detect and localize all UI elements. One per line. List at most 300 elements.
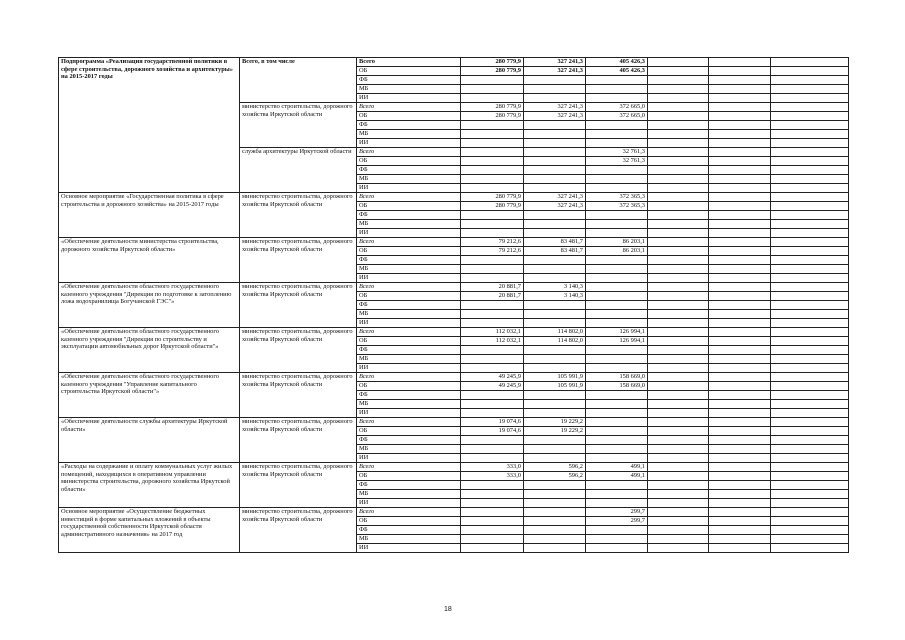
empty-cell bbox=[586, 211, 648, 220]
empty-cell bbox=[586, 265, 648, 274]
empty-cell bbox=[648, 238, 709, 247]
executor-cell: министерство строительства, дорожного хозяйства Иркутской области bbox=[240, 328, 357, 373]
empty-cell bbox=[648, 418, 709, 427]
empty-cell bbox=[771, 166, 849, 175]
total-value-cell bbox=[461, 508, 524, 517]
total-value-cell: 299,7 bbox=[586, 508, 648, 517]
empty-cell bbox=[709, 67, 771, 76]
empty-cell bbox=[524, 220, 586, 229]
empty-cell bbox=[771, 490, 849, 499]
empty-cell bbox=[648, 265, 709, 274]
total-value-cell: 114 802,0 bbox=[524, 328, 586, 337]
empty-cell bbox=[709, 301, 771, 310]
funding-source-cell: ОБ bbox=[357, 517, 461, 526]
funding-source-cell: ИИ bbox=[357, 454, 461, 463]
ob-value-cell: 596,2 bbox=[524, 472, 586, 481]
empty-cell bbox=[709, 121, 771, 130]
funding-source-cell: ОБ bbox=[357, 157, 461, 166]
funding-source-cell: ИИ bbox=[357, 229, 461, 238]
empty-cell bbox=[524, 499, 586, 508]
empty-cell bbox=[586, 139, 648, 148]
ob-value-cell: 114 802,0 bbox=[524, 337, 586, 346]
empty-cell bbox=[648, 67, 709, 76]
empty-cell bbox=[586, 301, 648, 310]
empty-cell bbox=[461, 139, 524, 148]
empty-cell bbox=[586, 256, 648, 265]
ob-value-cell: 405 426,3 bbox=[586, 67, 648, 76]
empty-cell bbox=[586, 319, 648, 328]
total-value-cell: 327 241,3 bbox=[524, 58, 586, 67]
table-row bbox=[59, 193, 849, 202]
funding-source-cell: Всего bbox=[357, 58, 461, 67]
ob-value-cell: 86 203,1 bbox=[586, 247, 648, 256]
empty-cell bbox=[771, 175, 849, 184]
total-value-cell: 105 991,9 bbox=[524, 373, 586, 382]
empty-cell bbox=[648, 319, 709, 328]
empty-cell bbox=[709, 238, 771, 247]
empty-cell bbox=[648, 517, 709, 526]
empty-cell bbox=[771, 130, 849, 139]
empty-cell bbox=[524, 94, 586, 103]
funding-source-cell: МБ bbox=[357, 265, 461, 274]
empty-cell bbox=[648, 535, 709, 544]
empty-cell bbox=[709, 400, 771, 409]
empty-cell bbox=[586, 526, 648, 535]
total-value-cell: 19 074,6 bbox=[461, 418, 524, 427]
table-row bbox=[59, 508, 849, 517]
empty-cell bbox=[771, 193, 849, 202]
empty-cell bbox=[648, 472, 709, 481]
executor-cell: министерство строительства, дорожного хозяйства Иркутской области bbox=[240, 238, 357, 283]
funding-source-cell: МБ bbox=[357, 445, 461, 454]
empty-cell bbox=[524, 310, 586, 319]
empty-cell bbox=[709, 265, 771, 274]
total-value-cell: 280 779,9 bbox=[461, 58, 524, 67]
empty-cell bbox=[709, 364, 771, 373]
executor-cell: министерство строительства, дорожного хозяйства Иркутской области bbox=[240, 508, 357, 553]
empty-cell bbox=[586, 184, 648, 193]
executor-cell: министерство строительства, дорожного хозяйства Иркутской области bbox=[240, 103, 357, 148]
empty-cell bbox=[709, 76, 771, 85]
empty-cell bbox=[771, 445, 849, 454]
empty-cell bbox=[524, 229, 586, 238]
page-number: 18 bbox=[444, 606, 452, 613]
empty-cell bbox=[648, 58, 709, 67]
ob-value-cell: 158 669,0 bbox=[586, 382, 648, 391]
empty-cell bbox=[771, 76, 849, 85]
empty-cell bbox=[771, 301, 849, 310]
funding-source-cell: Всего bbox=[357, 103, 461, 112]
empty-cell bbox=[586, 454, 648, 463]
empty-cell bbox=[648, 274, 709, 283]
ob-value-cell: 499,1 bbox=[586, 472, 648, 481]
ob-value-cell: 299,7 bbox=[586, 517, 648, 526]
empty-cell bbox=[524, 346, 586, 355]
empty-cell bbox=[648, 193, 709, 202]
empty-cell bbox=[771, 463, 849, 472]
empty-cell bbox=[709, 517, 771, 526]
empty-cell bbox=[771, 211, 849, 220]
total-value-cell: 327 241,3 bbox=[524, 193, 586, 202]
empty-cell bbox=[771, 373, 849, 382]
empty-cell bbox=[648, 337, 709, 346]
executor-cell: министерство строительства, дорожного хозяйства Иркутской области bbox=[240, 193, 357, 238]
empty-cell bbox=[586, 175, 648, 184]
empty-cell bbox=[461, 301, 524, 310]
table-row bbox=[59, 238, 849, 247]
empty-cell bbox=[586, 391, 648, 400]
empty-cell bbox=[771, 436, 849, 445]
empty-cell bbox=[461, 130, 524, 139]
empty-cell bbox=[709, 130, 771, 139]
empty-cell bbox=[586, 409, 648, 418]
empty-cell bbox=[648, 409, 709, 418]
empty-cell bbox=[709, 157, 771, 166]
empty-cell bbox=[709, 373, 771, 382]
empty-cell bbox=[648, 139, 709, 148]
executor-cell: служба архитектуры Иркутской области bbox=[240, 148, 357, 193]
empty-cell bbox=[709, 292, 771, 301]
empty-cell bbox=[771, 364, 849, 373]
empty-cell bbox=[648, 508, 709, 517]
measure-name-cell: Основное мероприятие «Осуществление бюджетных инвестиций в форме капитальных вложений в объекты государственной собственности Иркутской области административного назначения» на 2017 год bbox=[59, 508, 240, 553]
funding-source-cell: ФБ bbox=[357, 211, 461, 220]
empty-cell bbox=[709, 409, 771, 418]
empty-cell bbox=[461, 445, 524, 454]
empty-cell bbox=[586, 220, 648, 229]
empty-cell bbox=[648, 292, 709, 301]
empty-cell bbox=[709, 58, 771, 67]
empty-cell bbox=[648, 85, 709, 94]
empty-cell bbox=[461, 391, 524, 400]
empty-cell bbox=[648, 436, 709, 445]
funding-source-cell: Всего bbox=[357, 373, 461, 382]
total-value-cell: 79 212,6 bbox=[461, 238, 524, 247]
funding-source-cell: ИИ bbox=[357, 409, 461, 418]
total-value-cell: 49 245,9 bbox=[461, 373, 524, 382]
empty-cell bbox=[586, 76, 648, 85]
empty-cell bbox=[586, 481, 648, 490]
ob-value-cell bbox=[586, 427, 648, 436]
empty-cell bbox=[586, 544, 648, 553]
empty-cell bbox=[648, 76, 709, 85]
funding-source-cell: ФБ bbox=[357, 346, 461, 355]
empty-cell bbox=[648, 463, 709, 472]
empty-cell bbox=[648, 229, 709, 238]
empty-cell bbox=[709, 328, 771, 337]
table-row bbox=[59, 58, 849, 67]
empty-cell bbox=[524, 436, 586, 445]
empty-cell bbox=[586, 94, 648, 103]
empty-cell bbox=[648, 391, 709, 400]
empty-cell bbox=[648, 526, 709, 535]
empty-cell bbox=[648, 373, 709, 382]
empty-cell bbox=[648, 364, 709, 373]
empty-cell bbox=[771, 238, 849, 247]
empty-cell bbox=[709, 337, 771, 346]
ob-value-cell: 32 761,3 bbox=[586, 157, 648, 166]
empty-cell bbox=[648, 94, 709, 103]
table-row bbox=[59, 463, 849, 472]
empty-cell bbox=[771, 328, 849, 337]
empty-cell bbox=[648, 157, 709, 166]
empty-cell bbox=[771, 355, 849, 364]
empty-cell bbox=[771, 508, 849, 517]
empty-cell bbox=[461, 85, 524, 94]
empty-cell bbox=[461, 355, 524, 364]
empty-cell bbox=[524, 490, 586, 499]
empty-cell bbox=[648, 166, 709, 175]
funding-source-cell: ФБ bbox=[357, 436, 461, 445]
empty-cell bbox=[524, 166, 586, 175]
ob-value-cell: 79 212,6 bbox=[461, 247, 524, 256]
ob-value-cell: 83 481,7 bbox=[524, 247, 586, 256]
empty-cell bbox=[709, 544, 771, 553]
total-value-cell: 3 140,3 bbox=[524, 283, 586, 292]
empty-cell bbox=[771, 427, 849, 436]
funding-source-cell: ФБ bbox=[357, 481, 461, 490]
empty-cell bbox=[709, 184, 771, 193]
empty-cell bbox=[709, 490, 771, 499]
ob-value-cell: 333,0 bbox=[461, 472, 524, 481]
empty-cell bbox=[771, 283, 849, 292]
empty-cell bbox=[709, 481, 771, 490]
ob-value-cell: 327 241,3 bbox=[524, 112, 586, 121]
funding-source-cell: МБ bbox=[357, 490, 461, 499]
empty-cell bbox=[648, 247, 709, 256]
empty-cell bbox=[461, 256, 524, 265]
empty-cell bbox=[771, 544, 849, 553]
empty-cell bbox=[648, 499, 709, 508]
empty-cell bbox=[461, 535, 524, 544]
funding-source-cell: ФБ bbox=[357, 256, 461, 265]
empty-cell bbox=[709, 211, 771, 220]
ob-value-cell bbox=[461, 517, 524, 526]
empty-cell bbox=[648, 256, 709, 265]
empty-cell bbox=[709, 454, 771, 463]
ob-value-cell: 19 074,6 bbox=[461, 427, 524, 436]
empty-cell bbox=[586, 436, 648, 445]
empty-cell bbox=[771, 67, 849, 76]
funding-source-cell: ФБ bbox=[357, 391, 461, 400]
empty-cell bbox=[648, 454, 709, 463]
empty-cell bbox=[461, 184, 524, 193]
ob-value-cell: 126 994,1 bbox=[586, 337, 648, 346]
ob-value-cell: 20 881,7 bbox=[461, 292, 524, 301]
empty-cell bbox=[648, 481, 709, 490]
empty-cell bbox=[524, 409, 586, 418]
funding-source-cell: ОБ bbox=[357, 472, 461, 481]
empty-cell bbox=[709, 283, 771, 292]
empty-cell bbox=[709, 247, 771, 256]
total-value-cell: 86 203,1 bbox=[586, 238, 648, 247]
total-value-cell bbox=[461, 148, 524, 157]
ob-value-cell bbox=[524, 517, 586, 526]
empty-cell bbox=[524, 481, 586, 490]
empty-cell bbox=[461, 400, 524, 409]
empty-cell bbox=[648, 328, 709, 337]
empty-cell bbox=[524, 175, 586, 184]
empty-cell bbox=[524, 184, 586, 193]
empty-cell bbox=[709, 175, 771, 184]
funding-source-cell: ОБ bbox=[357, 292, 461, 301]
measure-name-cell: Подпрограмма «Реализация государственной политики в сфере строительства, дорожного хозяйства и архитектуры» на 2015-2017 годы bbox=[59, 58, 240, 193]
empty-cell bbox=[771, 274, 849, 283]
empty-cell bbox=[771, 265, 849, 274]
empty-cell bbox=[461, 364, 524, 373]
empty-cell bbox=[709, 445, 771, 454]
funding-source-cell: Всего bbox=[357, 193, 461, 202]
empty-cell bbox=[524, 139, 586, 148]
ob-value-cell bbox=[461, 157, 524, 166]
empty-cell bbox=[648, 202, 709, 211]
funding-source-cell: ИИ bbox=[357, 139, 461, 148]
empty-cell bbox=[709, 166, 771, 175]
empty-cell bbox=[524, 400, 586, 409]
empty-cell bbox=[771, 184, 849, 193]
empty-cell bbox=[461, 211, 524, 220]
empty-cell bbox=[648, 301, 709, 310]
funding-source-cell: Всего bbox=[357, 283, 461, 292]
funding-source-cell: Всего bbox=[357, 238, 461, 247]
empty-cell bbox=[648, 445, 709, 454]
total-value-cell bbox=[586, 283, 648, 292]
empty-cell bbox=[586, 121, 648, 130]
empty-cell bbox=[524, 355, 586, 364]
empty-cell bbox=[771, 85, 849, 94]
empty-cell bbox=[461, 436, 524, 445]
empty-cell bbox=[586, 229, 648, 238]
funding-source-cell: ФБ bbox=[357, 301, 461, 310]
total-value-cell: 327 241,3 bbox=[524, 103, 586, 112]
empty-cell bbox=[461, 490, 524, 499]
empty-cell bbox=[709, 193, 771, 202]
funding-source-cell: ИИ bbox=[357, 499, 461, 508]
empty-cell bbox=[771, 472, 849, 481]
ob-value-cell: 280 779,9 bbox=[461, 202, 524, 211]
empty-cell bbox=[771, 247, 849, 256]
ob-value-cell: 327 241,3 bbox=[524, 67, 586, 76]
empty-cell bbox=[771, 418, 849, 427]
total-value-cell: 280 779,9 bbox=[461, 103, 524, 112]
funding-source-cell: МБ bbox=[357, 355, 461, 364]
empty-cell bbox=[771, 94, 849, 103]
empty-cell bbox=[771, 409, 849, 418]
empty-cell bbox=[524, 445, 586, 454]
empty-cell bbox=[461, 454, 524, 463]
empty-cell bbox=[461, 481, 524, 490]
empty-cell bbox=[524, 85, 586, 94]
budget-table bbox=[58, 57, 849, 553]
empty-cell bbox=[771, 526, 849, 535]
empty-cell bbox=[586, 535, 648, 544]
empty-cell bbox=[586, 499, 648, 508]
empty-cell bbox=[461, 76, 524, 85]
total-value-cell: 333,0 bbox=[461, 463, 524, 472]
total-value-cell: 596,2 bbox=[524, 463, 586, 472]
empty-cell bbox=[524, 265, 586, 274]
funding-source-cell: Всего bbox=[357, 148, 461, 157]
empty-cell bbox=[524, 256, 586, 265]
funding-source-cell: ОБ bbox=[357, 382, 461, 391]
funding-source-cell: МБ bbox=[357, 85, 461, 94]
funding-source-cell: Всего bbox=[357, 463, 461, 472]
empty-cell bbox=[524, 535, 586, 544]
table-row bbox=[59, 418, 849, 427]
total-value-cell: 32 761,3 bbox=[586, 148, 648, 157]
empty-cell bbox=[524, 301, 586, 310]
empty-cell bbox=[461, 121, 524, 130]
empty-cell bbox=[709, 103, 771, 112]
empty-cell bbox=[709, 274, 771, 283]
empty-cell bbox=[709, 148, 771, 157]
empty-cell bbox=[648, 382, 709, 391]
empty-cell bbox=[709, 310, 771, 319]
empty-cell bbox=[461, 544, 524, 553]
empty-cell bbox=[771, 454, 849, 463]
empty-cell bbox=[586, 490, 648, 499]
empty-cell bbox=[709, 85, 771, 94]
ob-value-cell: 19 229,2 bbox=[524, 427, 586, 436]
empty-cell bbox=[524, 121, 586, 130]
funding-source-cell: МБ bbox=[357, 220, 461, 229]
empty-cell bbox=[771, 382, 849, 391]
empty-cell bbox=[709, 508, 771, 517]
funding-source-cell: МБ bbox=[357, 310, 461, 319]
ob-value-cell: 327 241,3 bbox=[524, 202, 586, 211]
total-value-cell: 20 881,7 bbox=[461, 283, 524, 292]
funding-source-cell: ОБ bbox=[357, 337, 461, 346]
ob-value-cell: 280 779,9 bbox=[461, 67, 524, 76]
empty-cell bbox=[461, 94, 524, 103]
empty-cell bbox=[524, 526, 586, 535]
empty-cell bbox=[771, 112, 849, 121]
measure-name-cell: «Обеспечение деятельности областного государственного казенного учреждения "Управление капитального строительства Иркутской области"» bbox=[59, 373, 240, 418]
ob-value-cell: 372 365,3 bbox=[586, 202, 648, 211]
empty-cell bbox=[461, 175, 524, 184]
empty-cell bbox=[648, 310, 709, 319]
empty-cell bbox=[586, 346, 648, 355]
executor-cell: Всего, в том числе bbox=[240, 58, 357, 103]
ob-value-cell: 280 779,9 bbox=[461, 112, 524, 121]
empty-cell bbox=[524, 544, 586, 553]
empty-cell bbox=[771, 535, 849, 544]
ob-value-cell bbox=[586, 292, 648, 301]
funding-source-cell: Всего bbox=[357, 418, 461, 427]
empty-cell bbox=[648, 148, 709, 157]
funding-source-cell: ФБ bbox=[357, 121, 461, 130]
empty-cell bbox=[586, 310, 648, 319]
empty-cell bbox=[771, 139, 849, 148]
empty-cell bbox=[709, 382, 771, 391]
empty-cell bbox=[586, 166, 648, 175]
empty-cell bbox=[461, 166, 524, 175]
empty-cell bbox=[586, 274, 648, 283]
empty-cell bbox=[709, 427, 771, 436]
total-value-cell: 126 994,1 bbox=[586, 328, 648, 337]
funding-source-cell: ИИ bbox=[357, 184, 461, 193]
empty-cell bbox=[524, 76, 586, 85]
empty-cell bbox=[461, 220, 524, 229]
funding-source-cell: ФБ bbox=[357, 166, 461, 175]
empty-cell bbox=[648, 544, 709, 553]
funding-source-cell: ИИ bbox=[357, 544, 461, 553]
measure-name-cell: «Обеспечение деятельности областного государственного казенного учреждения "Дирекция по строительству и эксплуатации автомобильных дорог Иркутской области"» bbox=[59, 328, 240, 373]
funding-source-cell: МБ bbox=[357, 175, 461, 184]
executor-cell: министерство строительства, дорожного хозяйства Иркутской области bbox=[240, 418, 357, 463]
empty-cell bbox=[709, 112, 771, 121]
total-value-cell: 405 426,3 bbox=[586, 58, 648, 67]
